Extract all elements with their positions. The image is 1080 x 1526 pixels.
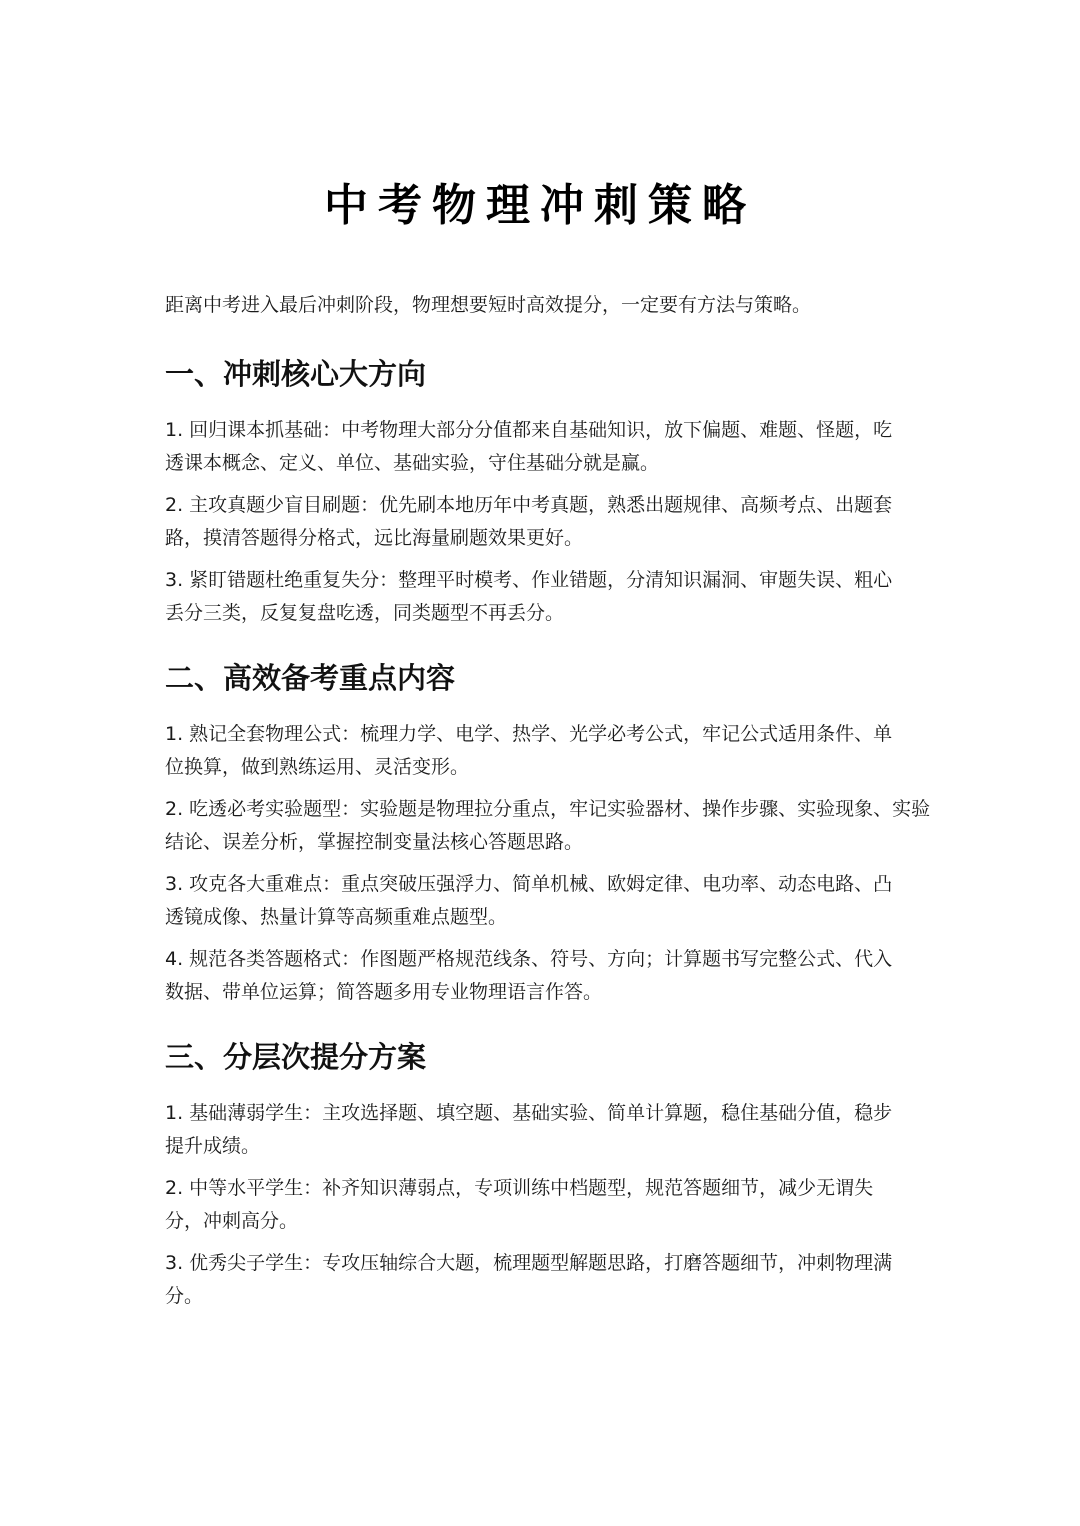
list-item: 1. 熟记全套物理公式：梳理力学、电学、热学、光学必考公式，牢记公式适用条件、单位换算，做到熟练运用、灵活变形。 bbox=[165, 723, 893, 778]
list-item: 4. 规范各类答题格式：作图题严格规范线条、符号、方向；计算题书写完整公式、代入数据、带单位运算；简答题多用专业物理语言作答。 bbox=[165, 948, 893, 1003]
list-item: 1. 回归课本抓基础：中考物理大部分分值都来自基础知识，放下偏题、难题、怪题，吃透课本概念、定义、单位、基础实验，守住基础分就是赢。 bbox=[165, 419, 893, 474]
section-tiered-plan bbox=[165, 1037, 935, 1322]
list-item: 2. 主攻真题少盲目刷题：优先刷本地历年中考真题，熟悉出题规律、高频考点、出题套路，摸清答题得分格式，远比海量刷题效果更好。 bbox=[165, 494, 893, 549]
section-key-content bbox=[165, 658, 935, 1018]
section-heading: 三、分层次提分方案 bbox=[165, 1040, 427, 1074]
intro-paragraph: 距离中考进入最后冲刺阶段，物理想要短时高效提分，一定要有方法与策略。 bbox=[165, 294, 812, 316]
section-core-direction bbox=[165, 354, 935, 639]
list-item: 1. 基础薄弱学生：主攻选择题、填空题、基础实验、简单计算题，稳住基础分值，稳步提升成绩。 bbox=[165, 1102, 893, 1157]
section-heading: 一、冲刺核心大方向 bbox=[165, 357, 427, 391]
list-item: 2. 吃透必考实验题型：实验题是物理拉分重点，牢记实验器材、操作步骤、实验现象、实验结论、误差分析，掌握控制变量法核心答题思路。 bbox=[165, 798, 931, 853]
section-heading: 二、高效备考重点内容 bbox=[165, 661, 456, 695]
list-item: 2. 中等水平学生：补齐知识薄弱点，专项训练中档题型，规范答题细节，减少无谓失分，冲刺高分。 bbox=[165, 1177, 874, 1232]
list-item: 3. 紧盯错题杜绝重复失分：整理平时模考、作业错题，分清知识漏洞、审题失误、粗心丢分三类，反复复盘吃透，同类题型不再丢分。 bbox=[165, 569, 893, 624]
document-title: 中考物理冲刺策略 bbox=[324, 180, 756, 231]
list-item: 3. 优秀尖子学生：专攻压轴综合大题，梳理题型解题思路，打磨答题细节，冲刺物理满分。 bbox=[165, 1252, 893, 1307]
list-item: 3. 攻克各大重难点：重点突破压强浮力、简单机械、欧姆定律、电功率、动态电路、凸透镜成像、热量计算等高频重难点题型。 bbox=[165, 873, 893, 928]
